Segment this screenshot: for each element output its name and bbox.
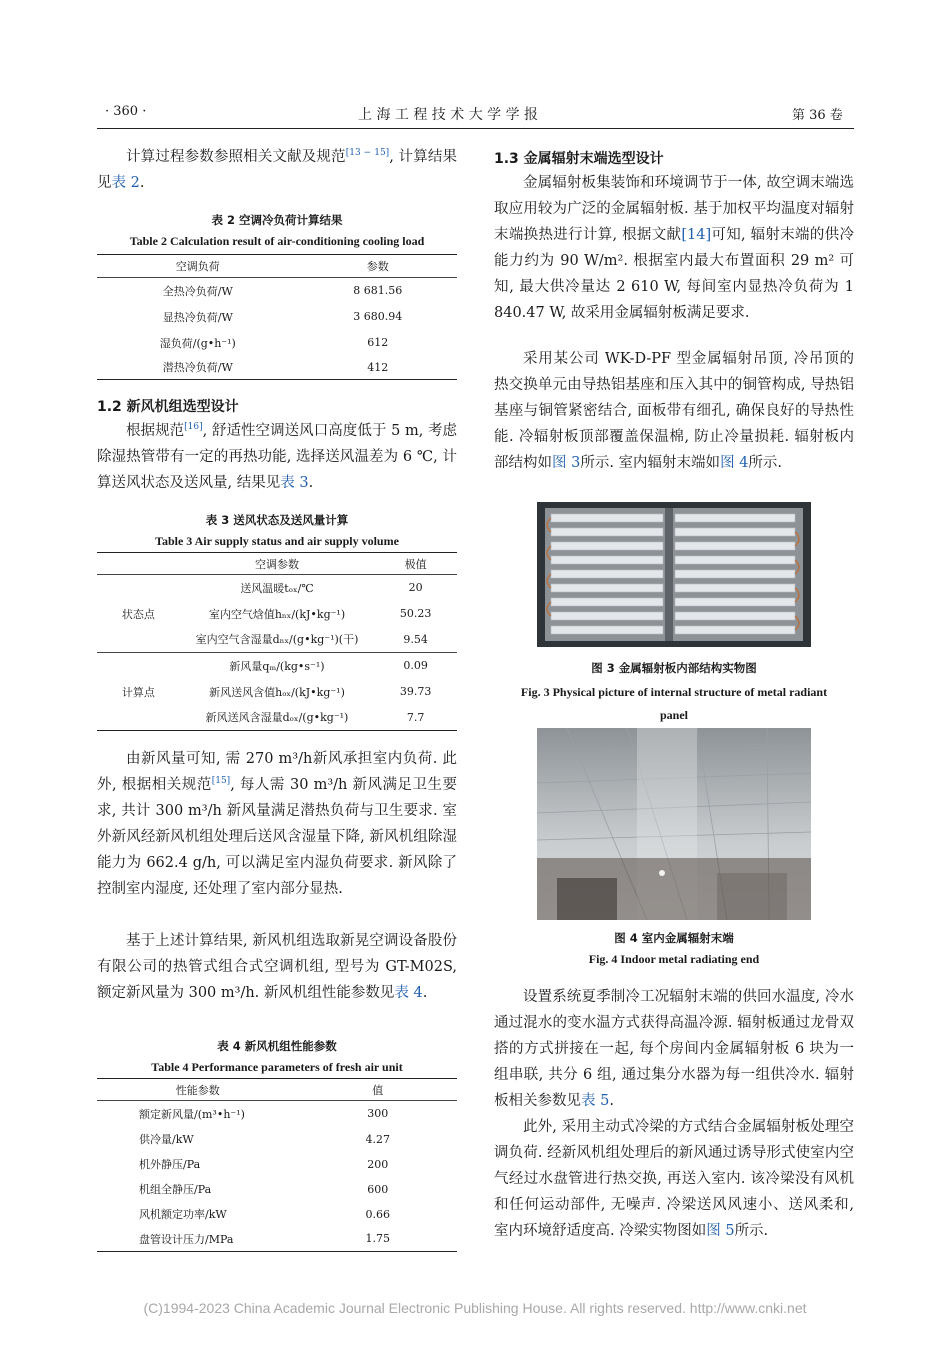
journal-title: 上 海 工 程 技 术 大 学 学 报 bbox=[358, 107, 539, 123]
table2-caption-cn: 表 2 空调冷负荷计算结果 bbox=[211, 213, 343, 227]
table3 bbox=[97, 552, 457, 731]
table3-cell: 9.54 bbox=[403, 632, 428, 646]
table3-cell: 39.73 bbox=[399, 685, 432, 698]
table4-link[interactable]: 表 4 bbox=[394, 985, 423, 1001]
table3-group: 计算点 bbox=[121, 685, 155, 699]
table3-cell: 50.23 bbox=[399, 607, 432, 620]
figure4-caption-en: Fig. 4 Indoor metal radiating end bbox=[588, 952, 760, 966]
table3-link[interactable]: 表 3 bbox=[280, 475, 309, 491]
table4-cell: 1.75 bbox=[365, 1232, 391, 1246]
table3-cell: 室内空气含湿量dₙₓ/(g•kg⁻¹)(干) bbox=[195, 633, 359, 647]
page-number: · 360 · bbox=[105, 104, 147, 119]
table3-cell: 7.7 bbox=[406, 710, 425, 724]
table3-cell: 送风温暖tₒₓ/℃ bbox=[240, 581, 314, 595]
table3-group: 状态点 bbox=[121, 607, 155, 621]
table3-cell: 0.09 bbox=[403, 659, 428, 673]
right-para-4: 此外, 采用主动式冷梁的方式结合金属辐射板处理空调负荷. 经新风机组处理后的新风通过诱导形式使室内空气经过水盘管进行热交换, 再送入室内. 该冷梁没有风机和任何运动部件, 无噪声. 冷梁送风风速小、送风柔和, 室内环境舒适度高. 冷梁实物图如图 5所示. bbox=[494, 1119, 854, 1239]
table4-cell: 盘管设计压力/MPa bbox=[139, 1232, 234, 1246]
right-para-2: 采用某公司 WK-D-PF 型金属辐射吊顶, 冷吊顶的热交换单元由导热铝基座和压入其中的铜管构成, 导热铝基座与铜管紧密结合, 面板带有细孔, 确保良好的导热性能. 冷辐射板顶部覆盖保温棉, 防止冷量损耗. 辐射板内部结构如图 3所示. 室内辐射末端如图 4所示. bbox=[494, 351, 854, 471]
table4-cell: 300 bbox=[367, 1107, 389, 1121]
table4-header: 值 bbox=[372, 1083, 384, 1097]
citation[interactable]: [16] bbox=[184, 422, 203, 433]
table4-cell: 4.27 bbox=[365, 1132, 391, 1146]
table4-header: 性能参数 bbox=[175, 1083, 220, 1097]
table4-cell: 200 bbox=[367, 1157, 389, 1171]
ceiling-image bbox=[537, 728, 811, 920]
table4-cell: 600 bbox=[367, 1182, 389, 1196]
table4-cell: 机组全静压/Pa bbox=[139, 1183, 212, 1196]
table3-header: 极值 bbox=[404, 557, 427, 571]
table2 bbox=[97, 254, 457, 380]
table3-cell: 新风送风含值hₒₓ/(kJ•kg⁻¹) bbox=[209, 685, 345, 699]
table2-header: 参数 bbox=[366, 260, 389, 273]
section-heading-1-3: 1.3 金属辐射末端选型设计 bbox=[494, 151, 664, 167]
table4-caption-cn: 表 4 新风机组性能参数 bbox=[217, 1039, 337, 1053]
left-para-2: 根据规范[16], 舒适性空调送风口高度低于 5 m, 考虑除湿热管带有一定的再热功能, 选择送风温差为 6 ℃, 计算送风状态及送风量, 结果见表 3. bbox=[97, 422, 457, 491]
table3-caption-en: Table 3 Air supply status and air supply volume bbox=[155, 534, 399, 548]
left-para-3: 由新风量可知, 需 270 m³/h新风承担室内负荷. 此外, 根据相关规范[15], 每人需 30 m³/h 新风满足卫生要求, 共计 300 m³/h 新风量满足潜热负荷与卫生要求. 室外新风经新风机组处理后送风含湿量下降, 新风机组除湿能力为 662.4 g/h, 可以满足室内湿负荷要求. 新风除了控制室内湿度, 还处理了室内部分显热. bbox=[97, 751, 457, 897]
table4-cell: 风机额定功率/kW bbox=[139, 1208, 227, 1221]
table3-caption-cn: 表 3 送风状态及送风量计算 bbox=[205, 513, 349, 527]
figure5-link[interactable]: 图 5 bbox=[706, 1223, 735, 1239]
table2-caption-en: Table 2 Calculation result of air-conditioning cooling load bbox=[129, 234, 425, 248]
figure3-caption-en: Fig. 3 Physical picture of internal structure of metal radiant panel bbox=[520, 685, 828, 722]
citation[interactable]: [14] bbox=[681, 227, 712, 243]
table3-cell: 新风送风含湿量dₒₓ/(g•kg⁻¹) bbox=[205, 711, 349, 725]
table4-cell: 供冷量/kW bbox=[139, 1133, 194, 1146]
figure4-caption-cn: 图 4 室内金属辐射末端 bbox=[614, 931, 734, 945]
header-rule bbox=[97, 128, 854, 129]
table2-cell: 412 bbox=[367, 360, 389, 374]
citation[interactable]: [15] bbox=[211, 776, 231, 787]
table2-cell: 612 bbox=[367, 336, 389, 349]
radiant-panel-image bbox=[537, 502, 811, 647]
left-para-1: 计算过程参数参照相关文献及规范[13 − 15], 计算结果见表 2. bbox=[97, 148, 457, 191]
table4-caption-en: Table 4 Performance parameters of fresh air unit bbox=[151, 1060, 403, 1074]
right-para-3: 设置系统夏季制冷工况辐射末端的供回水温度, 冷水通过混水的变水温方式获得高温冷源. 辐射板通过龙骨双搭的方式拼接在一起, 每个房间内金属辐射板 6 块为一组串联, 共分 6 组, 通过集分水器为每一组供冷水. 辐射板相关参数见表 5. bbox=[494, 989, 854, 1109]
table4-cell: 机外静压/Pa bbox=[139, 1158, 201, 1171]
table3-cell: 新风量qₘ/(kg•s⁻¹) bbox=[229, 659, 325, 673]
section-heading-1-2: 1.2 新风机组选型设计 bbox=[97, 399, 239, 415]
table4-cell: 0.66 bbox=[365, 1207, 391, 1221]
figure3-link[interactable]: 图 3 bbox=[552, 455, 581, 471]
figure4-link[interactable]: 图 4 bbox=[720, 455, 749, 471]
table2-cell: 3 680.94 bbox=[353, 310, 403, 323]
citation[interactable]: [13 − 15] bbox=[345, 148, 390, 159]
copyright-footer: (C)1994-2023 China Academic Journal Electronic Publishing House. All rights reserved. http://www.cnki.net bbox=[143, 1300, 807, 1316]
table4-cell: 额定新风量/(m³•h⁻¹) bbox=[139, 1107, 245, 1121]
volume-label: 第 36 卷 bbox=[792, 108, 843, 123]
figure3-caption-cn: 图 3 金属辐射板内部结构实物图 bbox=[591, 661, 757, 675]
figure3-photo bbox=[537, 502, 811, 647]
table2-header: 空调负荷 bbox=[175, 260, 220, 273]
table2-cell: 湿负荷/(g•h⁻¹) bbox=[159, 336, 236, 350]
table2-cell: 潜热冷负荷/W bbox=[162, 361, 233, 375]
table2-cell: 全热冷负荷/W bbox=[162, 284, 233, 298]
table3-header: 空调参数 bbox=[254, 557, 299, 571]
table3-cell: 室内空气焓值hₙₓ/(kJ•kg⁻¹) bbox=[208, 607, 346, 621]
left-para-4: 基于上述计算结果, 新风机组选取新晃空调设备股份有限公司的热管式组合式空调机组, 型号为 GT-M02S, 额定新风量为 300 m³/h. 新风机组性能参数见表 4. bbox=[97, 933, 457, 1001]
right-para-1: 金属辐射板集装饰和环境调节于一体, 故空调末端选取应用较为广泛的金属辐射板. 基于加权平均温度对辐射末端换热进行计算, 根据文献[14]可知, 辐射末端的供冷能力约为 90 W/m². 根据室内最大布置面积 29 m² 可知, 最大供冷量达 2 610 W, 每间室内显热冷负荷为 1 840.47 W, 故采用金属辐射板满足要求. bbox=[494, 175, 854, 321]
table3-cell: 20 bbox=[408, 581, 423, 595]
table2-cell: 8 681.56 bbox=[353, 284, 403, 298]
table2-link[interactable]: 表 2 bbox=[111, 175, 140, 191]
figure4-photo bbox=[537, 728, 811, 920]
table5-link[interactable]: 表 5 bbox=[581, 1093, 610, 1109]
table2-cell: 显热冷负荷/W bbox=[162, 310, 233, 324]
table4 bbox=[97, 1078, 457, 1252]
